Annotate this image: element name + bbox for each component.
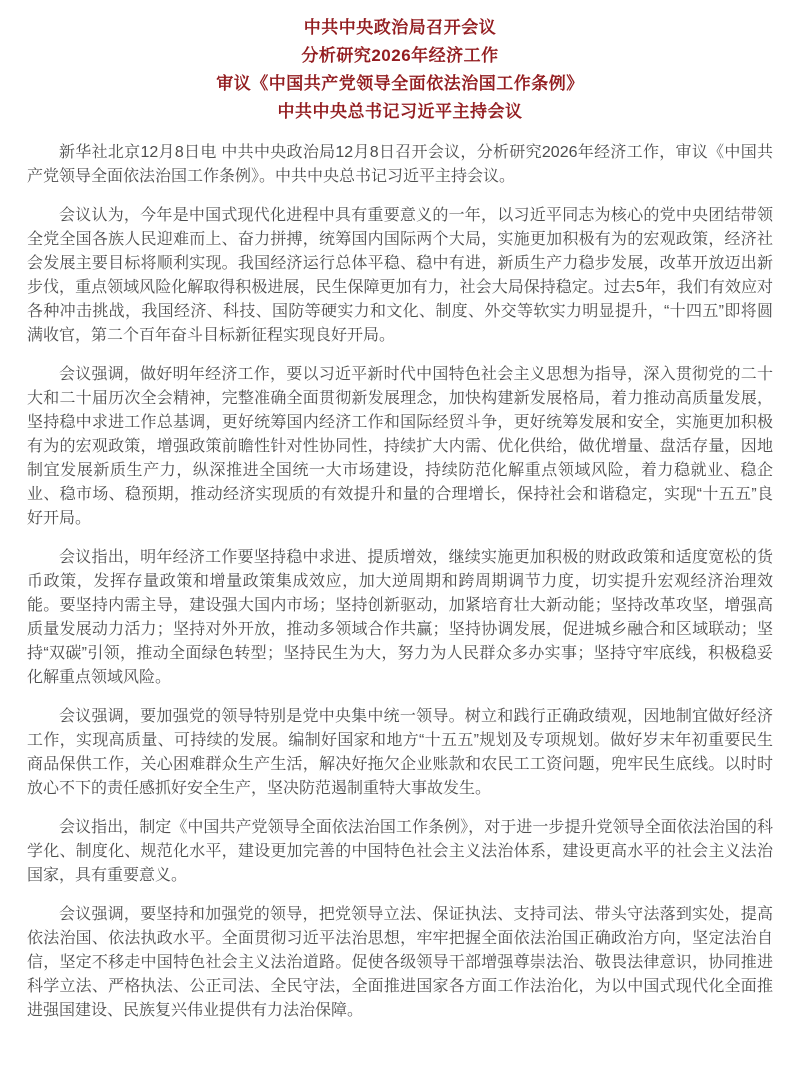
headline-line-3: 审议《中国共产党领导全面依法治国工作条例》 [216,74,584,93]
article-body [27,141,773,1023]
paragraph-meeting-emphasis-economy: 会议强调，做好明年经济工作，要以习近平新时代中国特色社会主义思想为指导，深入贯彻党的二十大和二十届历次全会精神，完整准确全面贯彻新发展理念，加快构建新发展格局，着力推动高质量发展，坚持稳中求进工作总基调，更好统筹国内经济工作和国际经贸斗争，更好统筹发展和安全，实施更加积极有为的宏观政策，增强政策前瞻性针对性协同性，持续扩大内需、优化供给，做优增量、盘活存量，因地制宜发展新质生产力，纵深推进全国统一大市场建设，持续防范化解重点领域风险，着力稳就业、稳企业、稳市场、稳预期，推动经济实现质的有效提升和量的合理增长，保持社会和谐稳定，实现“十五五”良好开局。 [27,366,773,527]
headline-line-2: 分析研究2026年经济工作 [301,46,499,65]
paragraph-meeting-review: 会议认为，今年是中国式现代化进程中具有重要意义的一年，以习近平同志为核心的党中央团结带领全党全国各族人民迎难而上、奋力拼搏，统筹国内国际两个大局，实施更加积极有为的宏观政策，经济社会发展主要目标将顺利实现。我国经济运行总体平稳、稳中有进，新质生产力稳步发展，改革开放迈出新步伐，重点领域风险化解取得积极进展，民生保障更加有力，社会大局保持稳定。过去5年，我们有效应对各种冲击挑战，我国经济、科技、国防等硬实力和文化、制度、外交等软实力明显提升，“十四五”即将圆满收官，第二个百年奋斗目标新征程实现良好开局。 [27,207,773,344]
paragraph-meeting-emphasis-leadership: 会议强调，要加强党的领导特别是党中央集中统一领导。树立和践行正确政绩观，因地制宜做好经济工作，实现高质量、可持续的发展。编制好国家和地方“十五五”规划及专项规划。做好岁末年初重要民生商品保供工作，关心困难群众生产生活，解决好拖欠企业账款和农民工工资问题，兜牢民生底线。以时时放心不下的责任感抓好安全生产，坚决防范遏制重特大事故发生。 [27,708,773,797]
paragraph-dateline: 新华社北京12月8日电 中共中央政治局12月8日召开会议，分析研究2026年经济工作，审议《中国共产党领导全面依法治国工作条例》。中共中央总书记习近平主持会议。 [27,144,773,185]
headline [27,14,773,126]
headline-line-4: 中共中央总书记习近平主持会议 [277,102,523,121]
paragraph-meeting-points-regulation: 会议指出，制定《中国共产党领导全面依法治国工作条例》，对于进一步提升党领导全面依法治国的科学化、制度化、规范化水平，建设更加完善的中国特色社会主义法治体系，建设更高水平的社会主义法治国家，具有重要意义。 [27,819,773,884]
paragraph-meeting-points-policy: 会议指出，明年经济工作要坚持稳中求进、提质增效，继续实施更加积极的财政政策和适度宽松的货币政策，发挥存量政策和增量政策集成效应，加大逆周期和跨周期调节力度，切实提升宏观经济治理效能。要坚持内需主导，建设强大国内市场；坚持创新驱动，加紧培育壮大新动能；坚持改革攻坚，增强高质量发展动力活力；坚持对外开放，推动多领域合作共赢；坚持协调发展，促进城乡融合和区域联动；坚持“双碳”引领，推动全面绿色转型；坚持民生为大，努力为人民群众多办实事；坚持守牢底线，积极稳妥化解重点领域风险。 [27,549,773,686]
headline-line-1: 中共中央政治局召开会议 [303,18,497,37]
paragraph-meeting-emphasis-rule-of-law: 会议强调，要坚持和加强党的领导，把党领导立法、保证执法、支持司法、带头守法落到实处，提高依法治国、依法执政水平。全面贯彻习近平法治思想，牢牢把握全面依法治国正确政治方向，坚定法治自信，坚定不移走中国特色社会主义法治道路。促使各级领导干部增强尊崇法治、敬畏法律意识，协同推进科学立法、严格执法、公正司法、全民守法，全面推进国家各方面工作法治化，为以中国式现代化全面推进强国建设、民族复兴伟业提供有力法治保障。 [27,906,773,1019]
